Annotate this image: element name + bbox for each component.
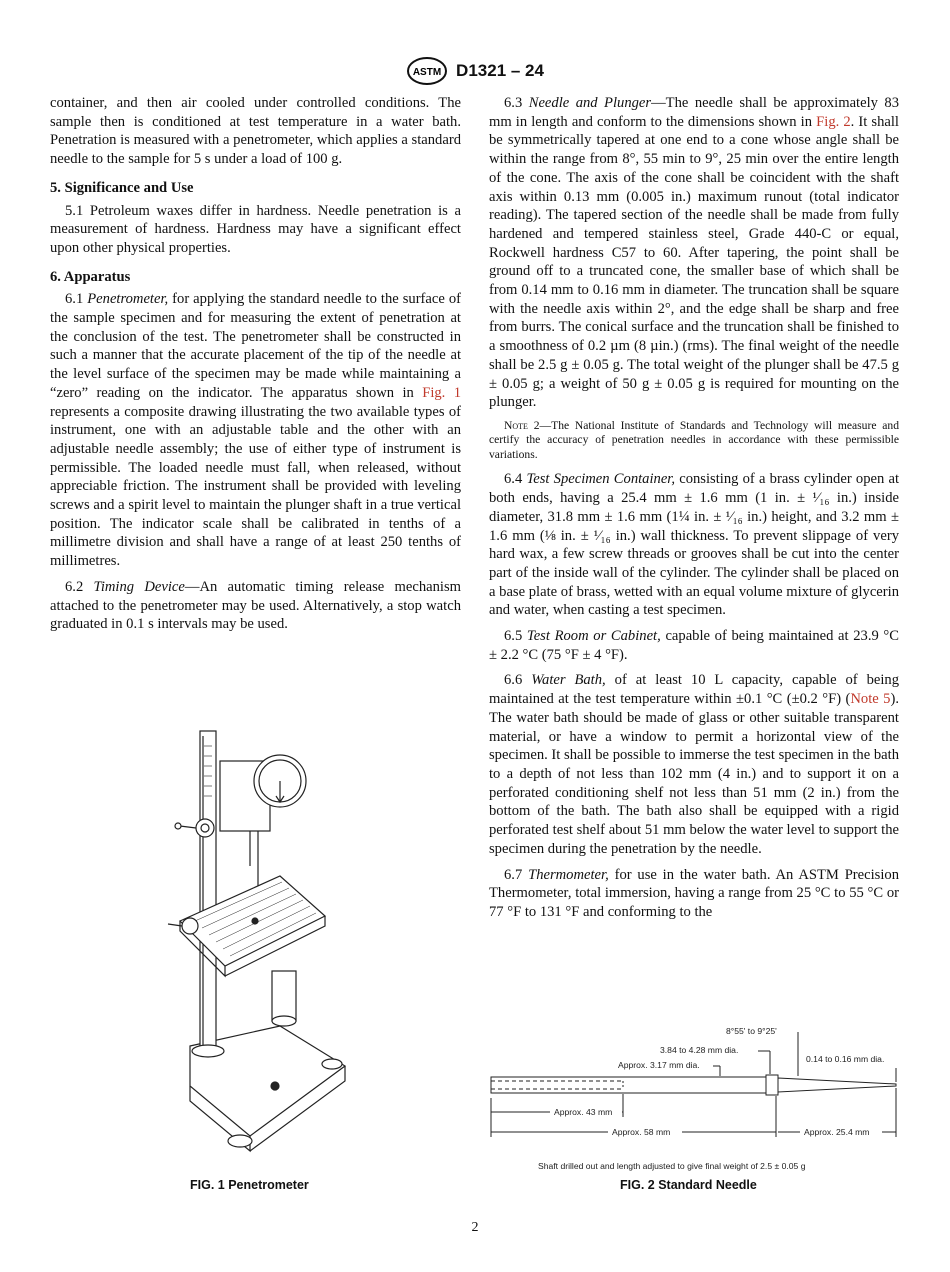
- cone-angle-label: 8°55' to 9°25': [726, 1026, 777, 1036]
- paragraph-6-1: 6.1 Penetrometer, for applying the standard needle to the surface of the sample specimen and for measuring the extent of penetration at the conclusion of the test. The penetrometer shall be constructed in such a manner that the accurate placement of the tip of the needle at the level surface of the specimen may be made while maintaining a “zero” reading on the indicator. The apparatus shown in Fig. 1 represents a composite drawing illustrating the two available types of instrument, one with an adjustable table and the other with an adjustable needle assembly; the use of either type of instrument is permissible. The loaded needle must fall, when released, without appreciable friction. The instrument shall be provided with leveling screws and a spirit level to maintain the plunger shaft in a true vertical position. The indicator scale shall be calibrated in tenths of a millimetre division and shall have a range of at least 250 tenths of millimetres.: [50, 291, 462, 570]
- length-58-label: Approx. 58 mm: [612, 1127, 671, 1137]
- paragraph-6-5: 6.5 Test Room or Cabinet, capable of being maintained at 23.9 °C ± 2.2 °C (75 °F ± 4 °F).: [489, 628, 899, 663]
- term-timing-device: Timing Device: [93, 578, 185, 595]
- paragraph-5-1: 5.1 Petroleum waxes differ in hardness. Needle penetration is a measurement of hardness. Hardness may have a significant effect upon other physical properties.: [50, 202, 461, 256]
- page-header: [0, 56, 950, 86]
- paragraph-6-6: 6.6 Water Bath, of at least 10 L capacity, capable of being maintained at the test temperature within ±0.1 °C (±0.2 °F) (Note 5). The water bath should be made of glass or other suitable transparent material, or have a window to permit a horizontal view of the specimen. It shall be possible to immerse the test specimen in the bath to a depth of not less than 102 mm (4 in.) and to support it on a perforated conditioning shelf not less than 51 mm (2 in.) from the bottom of the bath. The bath also shall be equipped with a rigid perforated test shelf about 51 mm below the water level to support the specimen during the penetration by the needle.: [489, 672, 900, 857]
- fig-1-caption: FIG. 1 Penetrometer: [190, 1178, 309, 1192]
- astm-logo-icon: [406, 56, 448, 86]
- fig-2-caption: FIG. 2 Standard Needle: [620, 1178, 757, 1192]
- penetrometer-figure: [160, 716, 360, 1166]
- diameter-317-label: Approx. 3.17 mm dia.: [618, 1060, 700, 1070]
- paragraph-6-2: 6.2 Timing Device—An automatic timing release mechanism attached to the penetrometer may be used. Alternatively, a stop watch graduated in 0.1 s intervals may be used.: [50, 578, 461, 633]
- length-254-label: Approx. 25.4 mm: [804, 1127, 870, 1137]
- note-2: Note 2—The National Institute of Standards and Technology will measure and certify the accuracy of penetration needles in accordance with these permissible variations.: [489, 418, 899, 461]
- svg-text:ASTM: ASTM: [412, 67, 442, 78]
- diameter-384-label: 3.84 to 4.28 mm dia.: [660, 1045, 739, 1055]
- term-container: Test Specimen Container,: [526, 471, 676, 488]
- paragraph-continuation: container, and then air cooled under controlled conditions. The sample then is conditioned at test temperature in a water bath. Penetration is measured with a penetrometer, which applies a standard needle to the sample for 5 s under a load of 100 g.: [50, 95, 461, 168]
- tip-diameter-label: 0.14 to 0.16 mm dia.: [806, 1054, 885, 1064]
- term-water-bath: Water Bath,: [531, 672, 606, 689]
- note-5-link[interactable]: Note 5: [850, 691, 891, 708]
- page-number: 2: [471, 1220, 479, 1235]
- term-penetrometer: Penetrometer,: [87, 291, 169, 308]
- needle-footnote: Shaft drilled out and length adjusted to give final weight of 2.5 ± 0.05 g: [538, 1161, 806, 1171]
- paragraph-6-4: 6.4 Test Specimen Container, consisting of a brass cylinder open at both ends, having a 25.4 mm ± 1.6 mm (1 in. ± ¹⁄₁₆ in.) inside diameter, 31.8 mm ± 1.6 mm (1¼ in. ± ¹⁄₁₆ in.) height, and 3.2 mm ± 1.6 mm (⅛ in. ± ¹⁄₁₆ in.) wall thickness. To prevent slippage of very hard wax, a few screw threads or grooves shall be cut into the center part of the inside wall of the cylinder. The cylinder shall be placed on a base plate of brass, wetted with an equal volume mixture of glycerin and water, when casting a test specimen.: [489, 471, 900, 619]
- fig-1-link[interactable]: Fig. 1: [422, 384, 462, 401]
- paragraph-6-7: 6.7 Thermometer, for use in the water bath. An ASTM Precision Thermometer, total immersion, having a range from 25 °C to 55 °C or 77 °F to 131 °F and conforming to the: [489, 866, 900, 920]
- document-designation: D1321 – 24: [456, 61, 544, 80]
- term-needle-plunger: Needle and Plunger: [528, 95, 652, 111]
- left-column: [50, 94, 461, 641]
- term-thermometer: Thermometer,: [528, 866, 609, 883]
- paragraph-6-3: 6.3 Needle and Plunger—The needle shall be approximately 83 mm in length and conform to the dimensions shown in Fig. 2. It shall be symmetrically tapered at one end to a cone whose angle shall be within the range from 8°, 55 min to 9°, 25 min over the entire length of the cone. The axis of the cone shall be coincident with the shaft axis within 0.13 mm (0.005 in.) maximum runout (total indicator reading). The tapered section of the needle shall be made from fully hardened and tempered stainless steel, Grade 440-C or equal, Rockwell hardness C57 to 60. After tapering, the point shall be ground off to a truncated cone, the smaller base of which shall be from 0.14 mm to 0.16 mm in diameter. The truncation shall be square with the needle axis within 2°, and the edge shall be sharp and free from burrs. The conical surface and the truncation shall be finished to a smoothness of 0.2 µm (8 µin.) (rms). The final weight of the needle shall be 2.5 g ± 0.05 g. The total weight of the plunger shall be 47.5 g ± 0.05 g; a weight of 50 g ± 0.05 g is required for mounting on the plunger.: [489, 95, 899, 411]
- fig-2-link[interactable]: Fig. 2: [816, 113, 851, 130]
- right-column: [489, 94, 899, 929]
- term-test-room: Test Room or Cabinet,: [526, 628, 661, 645]
- length-43-label: Approx. 43 mm: [554, 1107, 613, 1117]
- section-6-heading: 6. Apparatus: [50, 268, 131, 285]
- needle-figure: [488, 1022, 908, 1177]
- section-5-heading: 5. Significance and Use: [50, 179, 194, 196]
